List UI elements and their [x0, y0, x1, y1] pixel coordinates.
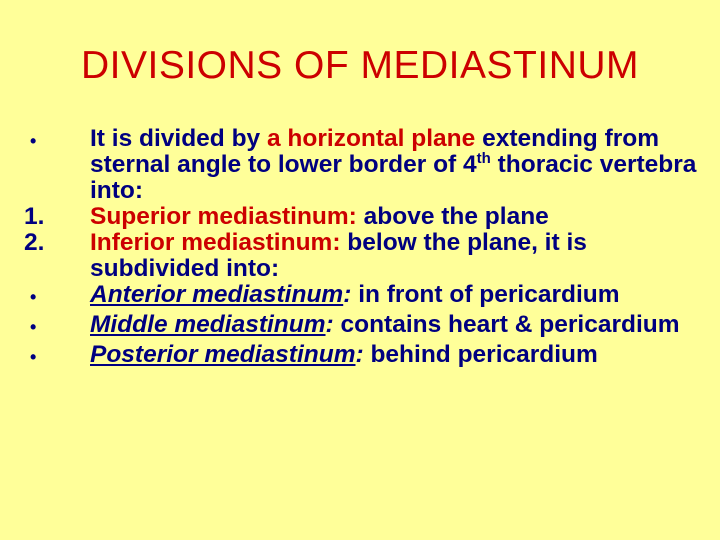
list-item-text	[90, 126, 704, 204]
list-item-inferior	[24, 230, 704, 282]
bullet-marker: •	[30, 131, 37, 151]
bullet-marker: •	[30, 317, 37, 337]
term-superior-mediastinum: Superior mediastinum:	[90, 203, 357, 230]
colon: :	[343, 281, 352, 308]
colon: :	[355, 341, 364, 368]
text-segment: contains heart & pericardium	[333, 311, 680, 338]
bullet-marker: •	[30, 287, 37, 307]
list-item-anterior	[24, 282, 704, 312]
colon: :	[325, 311, 334, 338]
list-item-text	[90, 342, 704, 372]
text-segment: below the plane, it is subdivided into:	[90, 229, 587, 282]
slide-title: DIVISIONS OF MEDIASTINUM	[80, 44, 640, 87]
list-item-text	[90, 282, 704, 312]
highlight-horizontal-plane: a horizontal plane	[266, 125, 476, 152]
bullet-list	[24, 126, 704, 372]
list-item-text	[90, 230, 704, 282]
list-item-posterior	[24, 342, 704, 372]
list-item-division	[24, 126, 704, 204]
text-segment: above the plane	[356, 203, 549, 230]
term-anterior-mediastinum: Anterior mediastinum	[90, 281, 344, 308]
list-item-middle	[24, 312, 704, 342]
number-marker: 2.	[24, 229, 45, 256]
superscript-th: th	[476, 149, 491, 167]
number-marker: 1.	[24, 203, 45, 230]
text-segment: extending from sternal angle to lower border of 4	[90, 125, 660, 178]
text-segment: behind pericardium	[363, 341, 598, 368]
text-segment: It is divided by	[90, 125, 267, 152]
text-segment: thoracic vertebra into:	[90, 151, 697, 204]
list-item-superior	[24, 204, 704, 230]
term-middle-mediastinum: Middle mediastinum	[90, 311, 326, 338]
text-segment: in front of pericardium	[351, 281, 620, 308]
term-posterior-mediastinum: Posterior mediastinum	[90, 341, 356, 368]
bullet-marker: •	[30, 347, 37, 367]
list-item-text	[90, 312, 704, 342]
term-inferior-mediastinum: Inferior mediastinum:	[90, 229, 341, 256]
list-item-text	[90, 204, 704, 230]
